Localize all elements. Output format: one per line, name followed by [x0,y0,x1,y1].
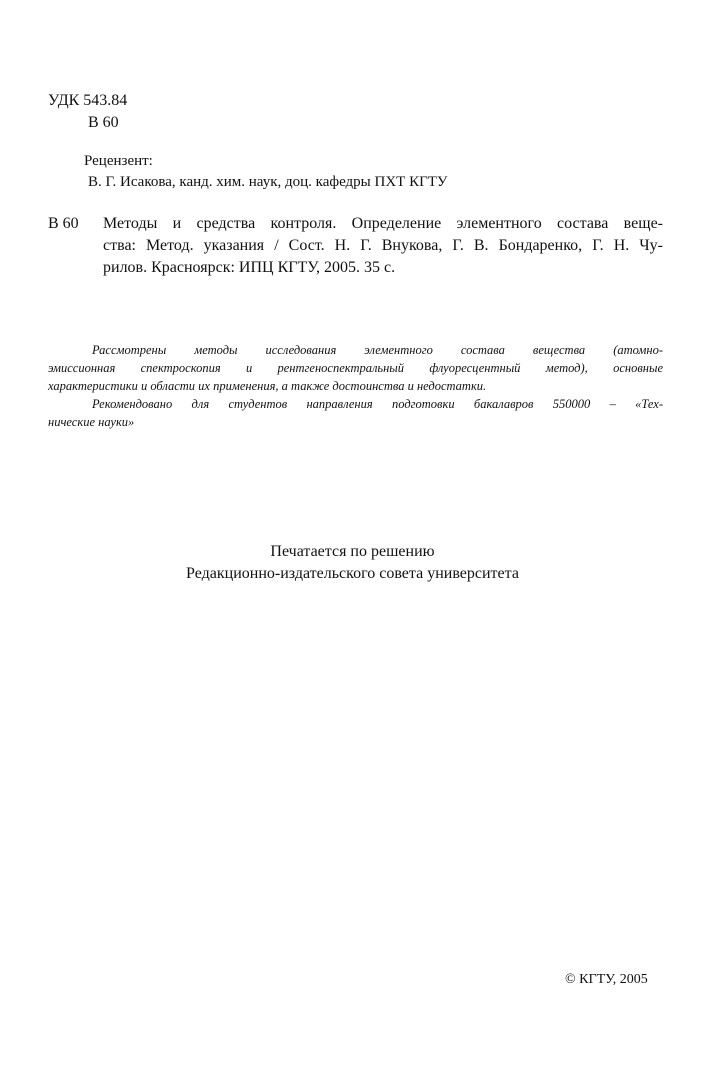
print-notice-line: Редакционно-издательского совета университета [186,565,519,582]
reviewer-label: Рецензент: [84,153,153,169]
author-sign: В 60 [88,114,119,131]
abstract-line: нические науки» [48,415,135,429]
abstract-line: эмиссионная спектроскопия и рентгеноспектральный флуоресцентный метод), основные [48,361,663,375]
reviewer-text: В. Г. Исакова, канд. хим. наук, доц. кафедры ПХТ КГТУ [88,174,448,190]
abstract-line: характеристики и области их применения, а также достоинства и недостатки. [48,379,487,393]
print-notice-line: Печатается по решению [270,543,435,560]
bibliography-line: Методы и средства контроля. Определение элементного состава веще- [103,215,663,232]
bibliography-line: ства: Метод. указания / Сост. Н. Г. Внукова, Г. В. Бондаренко, Г. Н. Чу- [103,237,663,254]
bibliography-code: В 60 [48,215,79,232]
bibliography-line: рилов. Красноярск: ИПЦ КГТУ, 2005. 35 с. [103,259,396,276]
copyright: © КГТУ, 2005 [565,972,648,987]
abstract-line: Рассмотрены методы исследования элементного состава вещества (атомно- [92,343,663,357]
udk-index: УДК 543.84 [48,92,128,109]
abstract-line: Рекомендовано для студентов направления подготовки бакалавров 550000 – «Тех- [92,397,663,411]
